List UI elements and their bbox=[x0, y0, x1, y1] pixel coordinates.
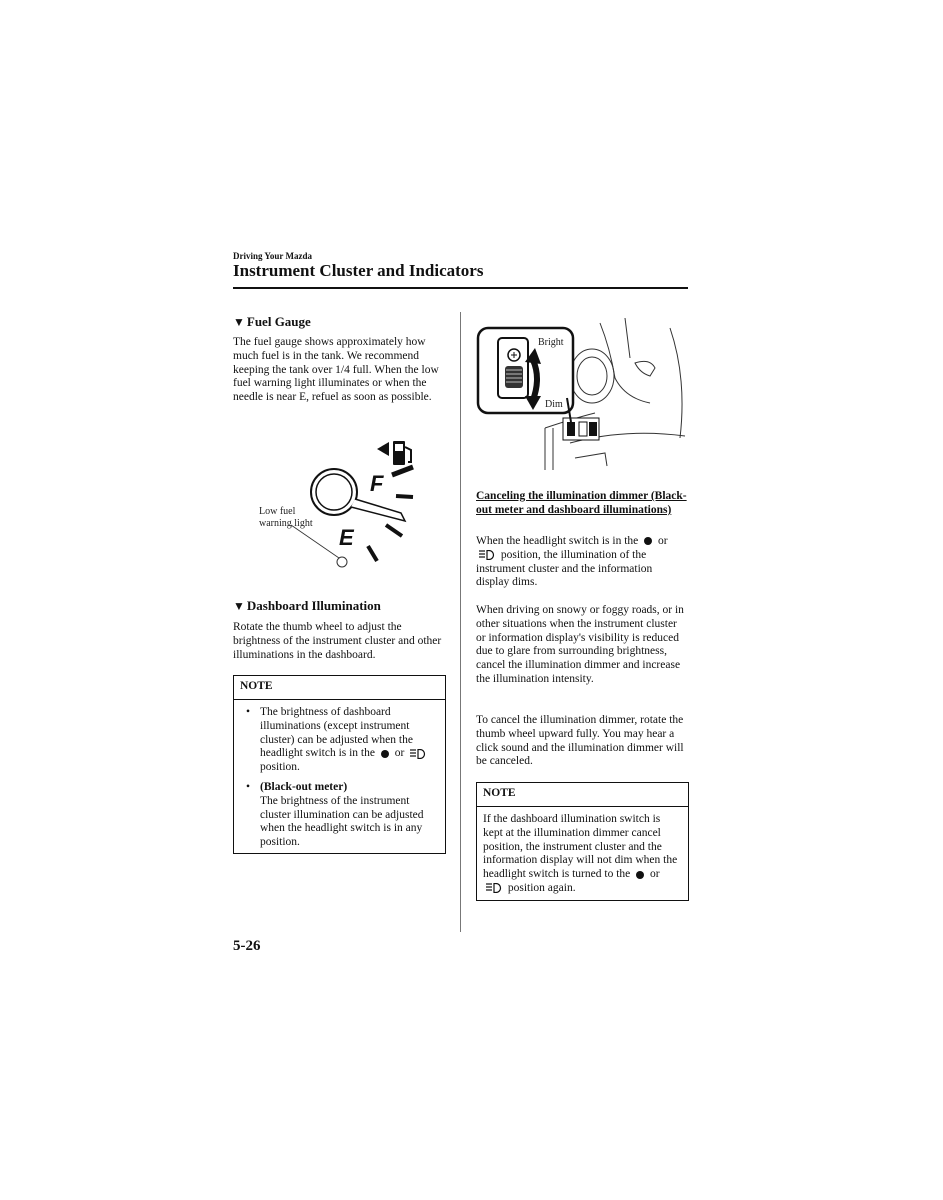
canceling-para-2: When driving on snowy or foggy roads, or in other situations when the instrument cluster or information display's visibility is reduced due to glare from surrounding brightness, cancel the illumination dimmer and increase the illumination intensity. bbox=[476, 604, 684, 685]
para1-or: or bbox=[658, 535, 668, 547]
callout-line bbox=[291, 525, 339, 558]
gauge-tick-upper bbox=[396, 496, 413, 497]
gauge-tick-empty bbox=[368, 546, 377, 561]
bullet-dot-icon: • bbox=[246, 706, 251, 718]
note-text: If the dashboard illumination switch is kept at the illumination dimmer cancel position, the instrument cluster and the information display will not dim when the headlight switch is turned to the bbox=[483, 813, 678, 881]
canceling-subheading: Canceling the illumination dimmer (Black-out meter and dashboard illuminations) bbox=[476, 490, 687, 516]
note-box-right bbox=[476, 782, 689, 901]
note-bullet bbox=[240, 706, 439, 775]
dashboard-text bbox=[233, 621, 445, 662]
gauge-empty-label: E bbox=[339, 525, 354, 550]
headlight-icon bbox=[410, 749, 426, 759]
gauge-tick-lower bbox=[386, 525, 402, 536]
note-title: NOTE bbox=[234, 676, 445, 700]
note-position-text: position again. bbox=[507, 881, 576, 894]
headlight-icon bbox=[486, 883, 502, 893]
column-divider bbox=[460, 312, 461, 932]
note-box-left bbox=[233, 675, 446, 854]
triangle-marker-icon: ▼ bbox=[233, 315, 245, 329]
para1-text-a: When the headlight switch is in the bbox=[476, 535, 639, 547]
fuel-gauge-text bbox=[233, 336, 445, 405]
canceling-para-3: To cancel the illumination dimmer, rotate the thumb wheel upward fully. You may hear a click sound and the illumination dimmer will be canceled. bbox=[476, 714, 684, 768]
fuel-pump-icon bbox=[377, 441, 411, 465]
parking-light-dot-icon bbox=[636, 871, 644, 879]
fuel-gauge-diagram bbox=[255, 435, 445, 575]
callout-label-line2: warning light bbox=[259, 518, 313, 529]
gauge-full-label: F bbox=[370, 471, 384, 496]
note-or: or bbox=[394, 747, 405, 760]
note-position-text: position. bbox=[260, 761, 300, 774]
headlight-icon bbox=[479, 550, 495, 560]
note-body bbox=[477, 807, 688, 902]
triangle-marker-icon: ▼ bbox=[233, 599, 245, 613]
callout-label-line1: Low fuel bbox=[259, 506, 296, 517]
parking-light-dot-icon bbox=[381, 750, 389, 758]
gauge-needle bbox=[351, 499, 405, 521]
canceling-para-1 bbox=[476, 535, 688, 590]
dashboard-heading-text: Dashboard Illumination bbox=[246, 598, 381, 613]
fuel-gauge-body: The fuel gauge shows approximately how much fuel is in the tank. We recommend keeping the tank over 1/4 full. When the low fuel warning light illuminates or when the needle is near E, refuel as soon as possible. bbox=[233, 336, 439, 404]
note-or: or bbox=[650, 868, 660, 881]
bullet-dot-icon: • bbox=[246, 780, 251, 793]
note-bullet-text: The brightness of the instrument cluster illumination can be adjusted when the headlight switch is in any position. bbox=[260, 794, 424, 849]
note-bullet bbox=[240, 781, 439, 850]
page-title: Instrument Cluster and Indicators bbox=[233, 261, 484, 280]
note-bullet-text: The brightness of dashboard illuminations (except instrument cluster) can be adjusted when the headlight switch is in the bbox=[260, 706, 413, 760]
dimmer-switch-illustration bbox=[475, 318, 688, 476]
gauge-tick-full bbox=[392, 467, 413, 475]
fuel-gauge-heading-text: Fuel Gauge bbox=[246, 314, 311, 329]
dashboard-body: Rotate the thumb wheel to adjust the brightness of the instrument cluster and other illuminations in the dashboard. bbox=[233, 621, 442, 661]
para1-text-b: position, the illumination of the instrument cluster and the information display dims. bbox=[476, 548, 653, 589]
fuel-gauge-heading bbox=[233, 314, 311, 330]
note-title: NOTE bbox=[477, 783, 688, 807]
low-fuel-warning-light-icon bbox=[337, 557, 347, 567]
dash-switch-small bbox=[563, 418, 599, 440]
header-rule bbox=[233, 287, 688, 289]
dashboard-heading bbox=[233, 598, 381, 614]
page-number: 5-26 bbox=[233, 938, 261, 954]
bright-label: Bright bbox=[538, 337, 564, 348]
section-kicker: Driving Your Mazda bbox=[233, 251, 313, 261]
gauge-pivot bbox=[311, 469, 357, 515]
note-bullet-title: (Black-out meter) bbox=[260, 780, 348, 793]
dim-label: Dim bbox=[545, 399, 563, 410]
note-body bbox=[234, 700, 445, 862]
parking-light-dot-icon bbox=[644, 537, 652, 545]
thumb-wheel-switch bbox=[498, 338, 528, 398]
